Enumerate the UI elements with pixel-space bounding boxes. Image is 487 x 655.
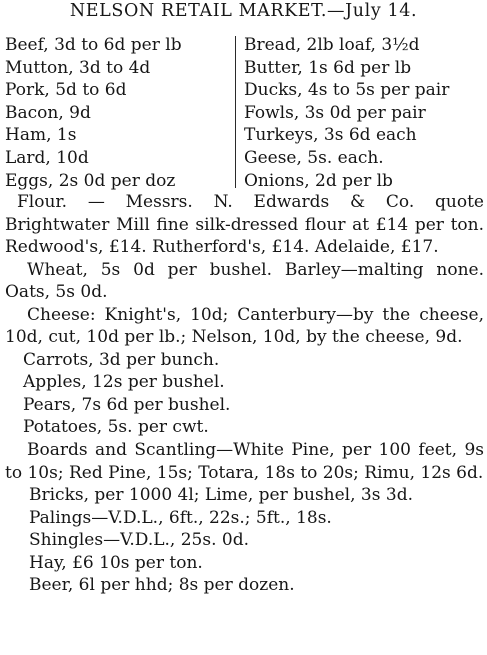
beer-line: Beer, 6l per hhd; 8s per dozen. bbox=[29, 575, 295, 596]
palings-line: Palings—V.D.L., 6ft., 22s.; 5ft., 18s. bbox=[29, 507, 332, 528]
price-item: Ham, 1s bbox=[5, 125, 77, 146]
price-item: Bread, 2lb loaf, 3½d bbox=[244, 35, 420, 55]
market-report-body bbox=[5, 191, 484, 597]
price-item: Butter, 1s 6d per lb bbox=[244, 57, 412, 78]
pears-line: Pears, 7s 6d per bushel. bbox=[23, 394, 231, 415]
bricks-line: Bricks, per 1000 4l; Lime, per bushel, 3s 3d. bbox=[29, 485, 413, 506]
column-divider bbox=[235, 36, 236, 188]
price-item: Eggs, 2s 0d per doz bbox=[5, 170, 176, 191]
cheese-paragraph: Cheese: Knight's, 10d; Canterbury—by the cheese, 10d, cut, 10d per lb.; Nelson, 10d, by the cheese, 9d. bbox=[5, 304, 484, 348]
price-list-table bbox=[0, 34, 487, 192]
carrots-line: Carrots, 3d per bunch. bbox=[23, 349, 220, 370]
market-report-title: NELSON RETAIL MARKET.—July 14. bbox=[69, 1, 418, 21]
price-item: Lard, 10d bbox=[5, 147, 89, 168]
price-item: Onions, 2d per lb bbox=[244, 170, 393, 191]
price-item: Ducks, 4s to 5s per pair bbox=[244, 80, 450, 101]
price-item: Bacon, 9d bbox=[5, 102, 91, 123]
price-item: Mutton, 3d to 4d bbox=[5, 57, 151, 78]
hay-line: Hay, £6 10s per ton. bbox=[29, 552, 203, 573]
price-item: Fowls, 3s 0d per pair bbox=[244, 102, 426, 123]
price-list-right-column bbox=[244, 34, 484, 192]
price-list-left-column bbox=[5, 34, 233, 192]
price-item: Pork, 5d to 6d bbox=[5, 80, 127, 101]
price-item: Turkeys, 3s 6d each bbox=[244, 125, 417, 146]
flour-paragraph: Flour. — Messrs. N. Edwards & Co. quote Brightwater Mill fine silk-dressed flour at £14 per ton. Redwood's, £14. Rutherford's, £14. Adelaide, £17. bbox=[5, 192, 484, 258]
price-item: Beef, 3d to 6d per lb bbox=[5, 35, 182, 55]
boards-paragraph: Boards and Scantling—White Pine, per 100 feet, 9s to 10s; Red Pine, 15s; Totara, 18s to 20s; Rimu, 12s 6d. bbox=[5, 440, 484, 483]
apples-line: Apples, 12s per bushel. bbox=[23, 372, 225, 393]
potatoes-line: Potatoes, 5s. per cwt. bbox=[23, 417, 209, 438]
shingles-line: Shingles—V.D.L., 25s. 0d. bbox=[29, 530, 249, 551]
wheat-paragraph: Wheat, 5s 0d per bushel. Barley—malting none. Oats, 5s 0d. bbox=[5, 259, 484, 303]
price-item: Geese, 5s. each. bbox=[244, 147, 384, 168]
